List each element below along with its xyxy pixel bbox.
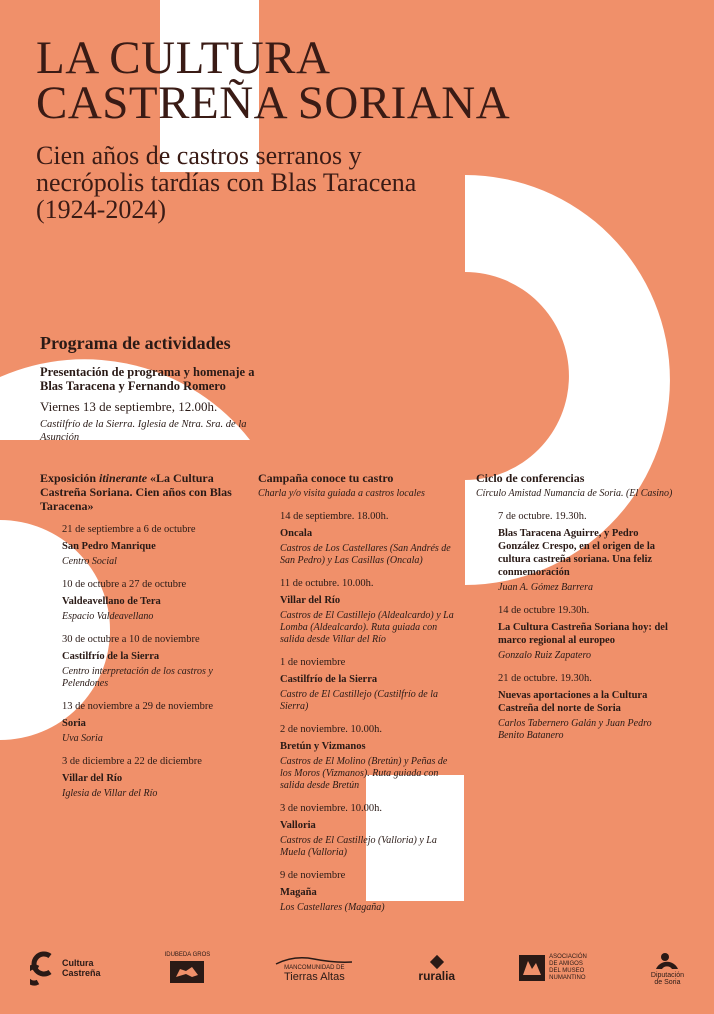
subtitle-line-3: (1924-2024) — [36, 195, 166, 224]
logo-cultura-line2: Castreña — [62, 967, 101, 978]
campaign-entry-date: 3 de noviembre. 10.00h. — [280, 803, 383, 814]
logo-ruralia — [418, 954, 455, 981]
logo-dip-line2: de Soria — [654, 979, 681, 986]
exhibition-entry-venue: Espacio Valdeavellano — [62, 611, 154, 622]
logo-idubeda — [165, 952, 211, 983]
campaign-heading: Campaña conoce tu castro — [258, 471, 394, 485]
campaign-sub: Charla y/o visita guiada a castros locales — [258, 488, 425, 499]
exhibition-entry-venue: Iglesia de Villar del Río — [62, 788, 158, 799]
lecture-entry-place: La Cultura Castreña Soriana hoy: del marco regional al europeo — [498, 622, 668, 646]
lecture-entry-date: 7 de octubre. 19.30h. — [498, 511, 587, 522]
lecture-entry — [498, 672, 676, 742]
campaign-entry — [280, 869, 458, 914]
exhibition-entry-date: 21 de septiembre a 6 de octubre — [62, 524, 196, 535]
exhibition-entry-venue: Centro Social — [62, 556, 117, 567]
exhibition-entry-date: 30 de octubre a 10 de noviembre — [62, 634, 200, 645]
lecture-entry-date: 14 de octubre 19.30h. — [498, 605, 590, 616]
exhibition-entry-date: 3 de diciembre a 22 de diciembre — [62, 756, 202, 767]
lecture-entry-date: 21 de octubre. 19.30h. — [498, 673, 592, 684]
exhibition-entry-place: Soria — [62, 718, 86, 729]
campaign-list — [258, 510, 458, 914]
program-heading: Programa de actividades — [40, 333, 231, 353]
campaign-entry-place: Castilfrío de la Sierra — [280, 674, 378, 685]
lecture-entry — [498, 510, 676, 594]
lecture-entry-place: Nuevas aportaciones a la Cultura Castreña del norte de Soria — [498, 690, 648, 714]
campaign-entry-place: Valloria — [280, 820, 316, 831]
exhibition-entry-date: 13 de noviembre a 29 de noviembre — [62, 701, 214, 712]
campaign-entry — [280, 656, 458, 713]
logo-diputacion — [651, 949, 684, 986]
campaign-column — [258, 471, 458, 914]
campaign-entry-venue: Castros de El Molino (Bretún) y Peñas de los Moros (Vizmanos). Ruta guiada con salida desde Bretún — [280, 756, 448, 791]
presentation-title: Presentación de programa y homenaje a Blas Taracena y Fernando Romero — [40, 365, 255, 393]
logo-tierras-altas — [274, 953, 354, 982]
logo-asoc-line3: DEL MUSEO — [549, 967, 585, 974]
lecture-entry — [498, 604, 676, 662]
logo-asociacion — [519, 954, 587, 982]
presentation-date: Viernes 13 de septiembre, 12.00h. — [40, 399, 218, 414]
campaign-entry-place: Magaña — [280, 887, 317, 898]
cultura-castrena-icon — [30, 950, 58, 986]
exhibition-entry — [62, 523, 250, 568]
campaign-entry-date: 14 de septiembre. 18.00h. — [280, 511, 389, 522]
exhibition-entry-venue: Centro interpretación de los castros y Pelendones — [62, 666, 213, 689]
exhibition-entry-place: Villar del Río — [62, 773, 123, 784]
presentation-place: Castilfrío de la Sierra. Iglesia de Ntra. Sra. de la Asunción — [40, 419, 247, 443]
lecture-entry-place: Blas Taracena Aguirre, y Pedro González Crespo, en el origen de la cultura castreña soriana. Una feliz conmemoración — [498, 528, 655, 578]
sponsor-logos — [30, 945, 684, 990]
campaign-entry — [280, 510, 458, 567]
page-title — [36, 32, 596, 129]
idubeda-icon — [170, 961, 204, 983]
lecture-entry-venue: Carlos Tabernero Galán y Juan Pedro Benito Batanero — [498, 718, 652, 741]
campaign-entry-date: 9 de noviembre — [280, 870, 346, 881]
lectures-column — [476, 471, 676, 742]
tierras-altas-icon — [274, 953, 354, 965]
campaign-entry-venue: Castros de El Castillejo (Aldealcardo) y La Lomba (Aldealcardo). Ruta guiada con salida desde Villar del Río — [280, 610, 454, 645]
logo-cultura-line1: Cultura — [62, 957, 94, 968]
campaign-entry-place: Villar del Río — [280, 595, 341, 606]
exhibition-entry — [62, 755, 250, 800]
logo-idubeda-text: IDUBEDA GROS — [164, 952, 211, 958]
campaign-entry-place: Bretún y Vizmanos — [280, 741, 366, 752]
exhibition-entry — [62, 633, 250, 690]
campaign-entry-date: 11 de octubre. 10.00h. — [280, 578, 374, 589]
logo-tierras-small: MANCOMUNIDAD DE — [284, 965, 345, 971]
diputacion-icon — [654, 949, 680, 971]
exhibition-entry-venue: Uva Soria — [62, 733, 103, 744]
exhibition-column — [40, 471, 250, 800]
exhibition-entry — [62, 578, 250, 623]
presentation-block — [40, 365, 270, 444]
logo-tierras-text: Tierras Altas — [283, 971, 345, 983]
logo-asoc-line2: DE AMIGOS — [549, 960, 583, 967]
exhibition-heading-pre: Exposición — [40, 471, 100, 485]
lectures-list — [476, 510, 676, 742]
campaign-entry-venue: Castro de El Castillejo (Castilfrío de la Sierra) — [280, 689, 438, 712]
campaign-entry-date: 2 de noviembre. 10.00h. — [280, 724, 383, 735]
campaign-entry-venue: Castros de Los Castellares (San Andrés de San Pedro) y Las Casillas (Oncala) — [280, 543, 451, 566]
subtitle-line-1: Cien años de castros serranos y — [36, 141, 362, 170]
campaign-entry-venue: Castros de El Castillejo (Valloria) y La Muela (Valloria) — [280, 835, 437, 858]
title-line-2: CASTREÑA SORIANA — [36, 77, 511, 129]
campaign-entry — [280, 723, 458, 792]
ruralia-icon — [429, 954, 445, 970]
lecture-entry-venue: Gonzalo Ruiz Zapatero — [498, 650, 591, 661]
exhibition-heading-italic: itinerante — [99, 471, 148, 485]
subtitle-line-2: necrópolis tardías con Blas Taracena — [36, 168, 417, 197]
exhibition-heading — [40, 471, 250, 513]
campaign-entry-venue: Los Castellares (Magaña) — [280, 902, 385, 913]
exhibition-heading-post: «La Cultura Castreña Soriana. Cien años con Blas Taracena» — [40, 471, 232, 513]
asociacion-icon — [519, 955, 545, 981]
exhibition-entry-date: 10 de octubre a 27 de octubre — [62, 579, 187, 590]
page-subtitle — [36, 142, 456, 223]
exhibition-entry — [62, 700, 250, 745]
exhibition-entry-place: Valdeavellano de Tera — [62, 596, 161, 607]
lecture-entry-venue: Juan A. Gómez Barrera — [498, 582, 593, 593]
campaign-entry — [280, 577, 458, 646]
logo-cultura-castrena — [30, 950, 101, 986]
campaign-entry-date: 1 de noviembre — [280, 657, 346, 668]
exhibition-entry-place: San Pedro Manrique — [62, 541, 156, 552]
logo-dip-line1: Diputación — [650, 972, 684, 979]
campaign-entry-place: Oncala — [280, 528, 313, 539]
logo-ruralia-text: ruralia — [418, 969, 456, 983]
lectures-sub: Círculo Amistad Numancia de Soria. (El Casino) — [476, 488, 673, 499]
campaign-entry — [280, 802, 458, 859]
exhibition-list — [40, 523, 250, 800]
logo-asoc-line1: ASOCIACIÓN — [549, 953, 587, 960]
title-line-1: LA CULTURA — [36, 32, 331, 84]
lectures-heading: Ciclo de conferencias — [476, 471, 585, 485]
logo-asoc-line4: NUMANTINO — [549, 974, 586, 981]
exhibition-entry-place: Castilfrío de la Sierra — [62, 651, 160, 662]
